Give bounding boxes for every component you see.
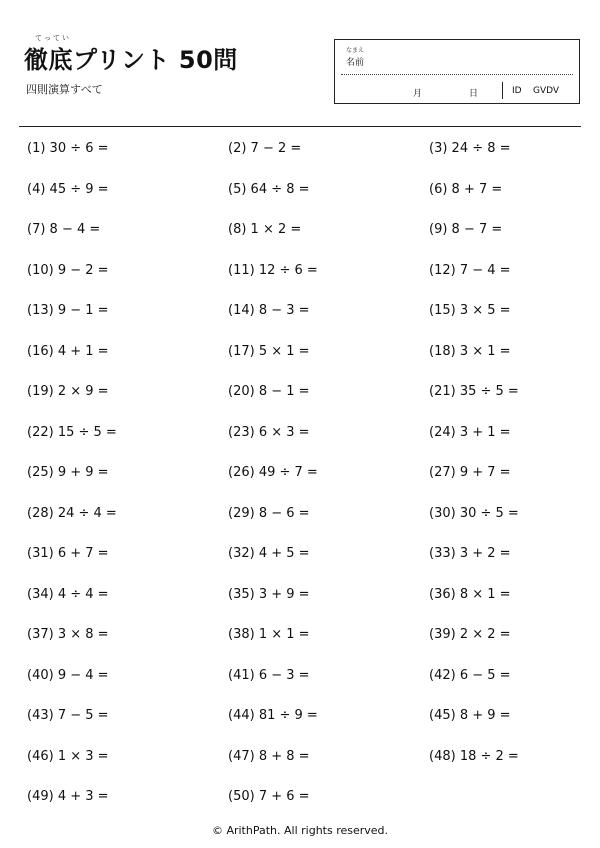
problem-item: (2) 7 − 2 = bbox=[228, 141, 302, 156]
page-title: 徹底プリント 50問 bbox=[24, 46, 238, 74]
problem-item: (3) 24 ÷ 8 = bbox=[429, 141, 511, 156]
problem-item: (33) 3 + 2 = bbox=[429, 546, 511, 561]
month-label: 月 bbox=[413, 89, 423, 99]
name-ruby: なまえ bbox=[346, 47, 365, 54]
problem-item: (11) 12 ÷ 6 = bbox=[228, 262, 318, 278]
problem-item: (20) 8 − 1 = bbox=[228, 384, 310, 399]
problem-item: (10) 9 − 2 = bbox=[27, 262, 109, 278]
problem-item: (9) 8 − 7 = bbox=[429, 222, 503, 237]
problem-item: (25) 9 + 9 = bbox=[27, 465, 109, 480]
day-label: 日 bbox=[469, 89, 479, 99]
problem-item: (29) 8 − 6 = bbox=[228, 505, 310, 521]
name-label: 名前 bbox=[346, 58, 365, 68]
problem-item: (40) 9 − 4 = bbox=[27, 667, 109, 683]
problem-item: (43) 7 − 5 = bbox=[27, 708, 109, 723]
problem-item: (18) 3 × 1 = bbox=[429, 343, 511, 359]
problem-item: (19) 2 × 9 = bbox=[27, 384, 109, 399]
problem-item: (13) 9 − 1 = bbox=[27, 303, 109, 318]
id-separator bbox=[502, 82, 503, 99]
problem-item: (34) 4 ÷ 4 = bbox=[27, 586, 109, 602]
problem-item: (21) 35 ÷ 5 = bbox=[429, 384, 519, 399]
problem-item: (36) 8 × 1 = bbox=[429, 586, 511, 602]
problem-item: (46) 1 × 3 = bbox=[27, 748, 109, 764]
id-label: ID bbox=[512, 86, 522, 96]
problem-item: (44) 81 ÷ 9 = bbox=[228, 708, 318, 723]
problem-item: (27) 9 + 7 = bbox=[429, 465, 511, 480]
problem-item: (26) 49 ÷ 7 = bbox=[228, 465, 318, 480]
problem-item: (24) 3 + 1 = bbox=[429, 424, 511, 440]
problem-item: (32) 4 + 5 = bbox=[228, 546, 310, 561]
problem-item: (37) 3 × 8 = bbox=[27, 627, 109, 642]
problem-item: (8) 1 × 2 = bbox=[228, 222, 302, 237]
name-date-box bbox=[334, 39, 580, 104]
problem-item: (42) 6 − 5 = bbox=[429, 667, 511, 683]
problem-grid bbox=[27, 140, 587, 829]
problem-item: (47) 8 + 8 = bbox=[228, 748, 310, 764]
problem-item: (14) 8 − 3 = bbox=[228, 303, 310, 318]
problem-item: (28) 24 ÷ 4 = bbox=[27, 505, 117, 521]
problem-item: (38) 1 × 1 = bbox=[228, 627, 310, 642]
problem-item: (4) 45 ÷ 9 = bbox=[27, 181, 109, 197]
problem-item: (17) 5 × 1 = bbox=[228, 343, 310, 359]
problem-item: (39) 2 × 2 = bbox=[429, 627, 511, 642]
problem-item: (7) 8 − 4 = bbox=[27, 222, 101, 237]
problem-item: (16) 4 + 1 = bbox=[27, 343, 109, 359]
header-divider bbox=[19, 126, 581, 127]
problem-item: (6) 8 + 7 = bbox=[429, 181, 503, 197]
copyright-footer: © ArithPath. All rights reserved. bbox=[211, 824, 389, 837]
title-ruby: てってい bbox=[35, 34, 71, 42]
problem-item: (45) 8 + 9 = bbox=[429, 708, 511, 723]
problem-item: (35) 3 + 9 = bbox=[228, 586, 310, 602]
id-code: GVDV bbox=[533, 86, 560, 96]
problem-item: (50) 7 + 6 = bbox=[228, 789, 310, 804]
problem-item: (5) 64 ÷ 8 = bbox=[228, 181, 310, 197]
problem-item: (48) 18 ÷ 2 = bbox=[429, 748, 519, 764]
problem-item: (30) 30 ÷ 5 = bbox=[429, 505, 519, 521]
problem-item: (49) 4 + 3 = bbox=[27, 789, 109, 804]
problem-item: (41) 6 − 3 = bbox=[228, 667, 310, 683]
problem-item: (12) 7 − 4 = bbox=[429, 262, 511, 278]
problem-item: (15) 3 × 5 = bbox=[429, 303, 511, 318]
problem-item: (22) 15 ÷ 5 = bbox=[27, 424, 117, 440]
page-subtitle: 四則演算すべて bbox=[26, 83, 103, 96]
name-dotted-line bbox=[341, 74, 573, 75]
problem-item: (23) 6 × 3 = bbox=[228, 424, 310, 440]
problem-item: (31) 6 + 7 = bbox=[27, 546, 109, 561]
problem-item: (1) 30 ÷ 6 = bbox=[27, 141, 109, 156]
